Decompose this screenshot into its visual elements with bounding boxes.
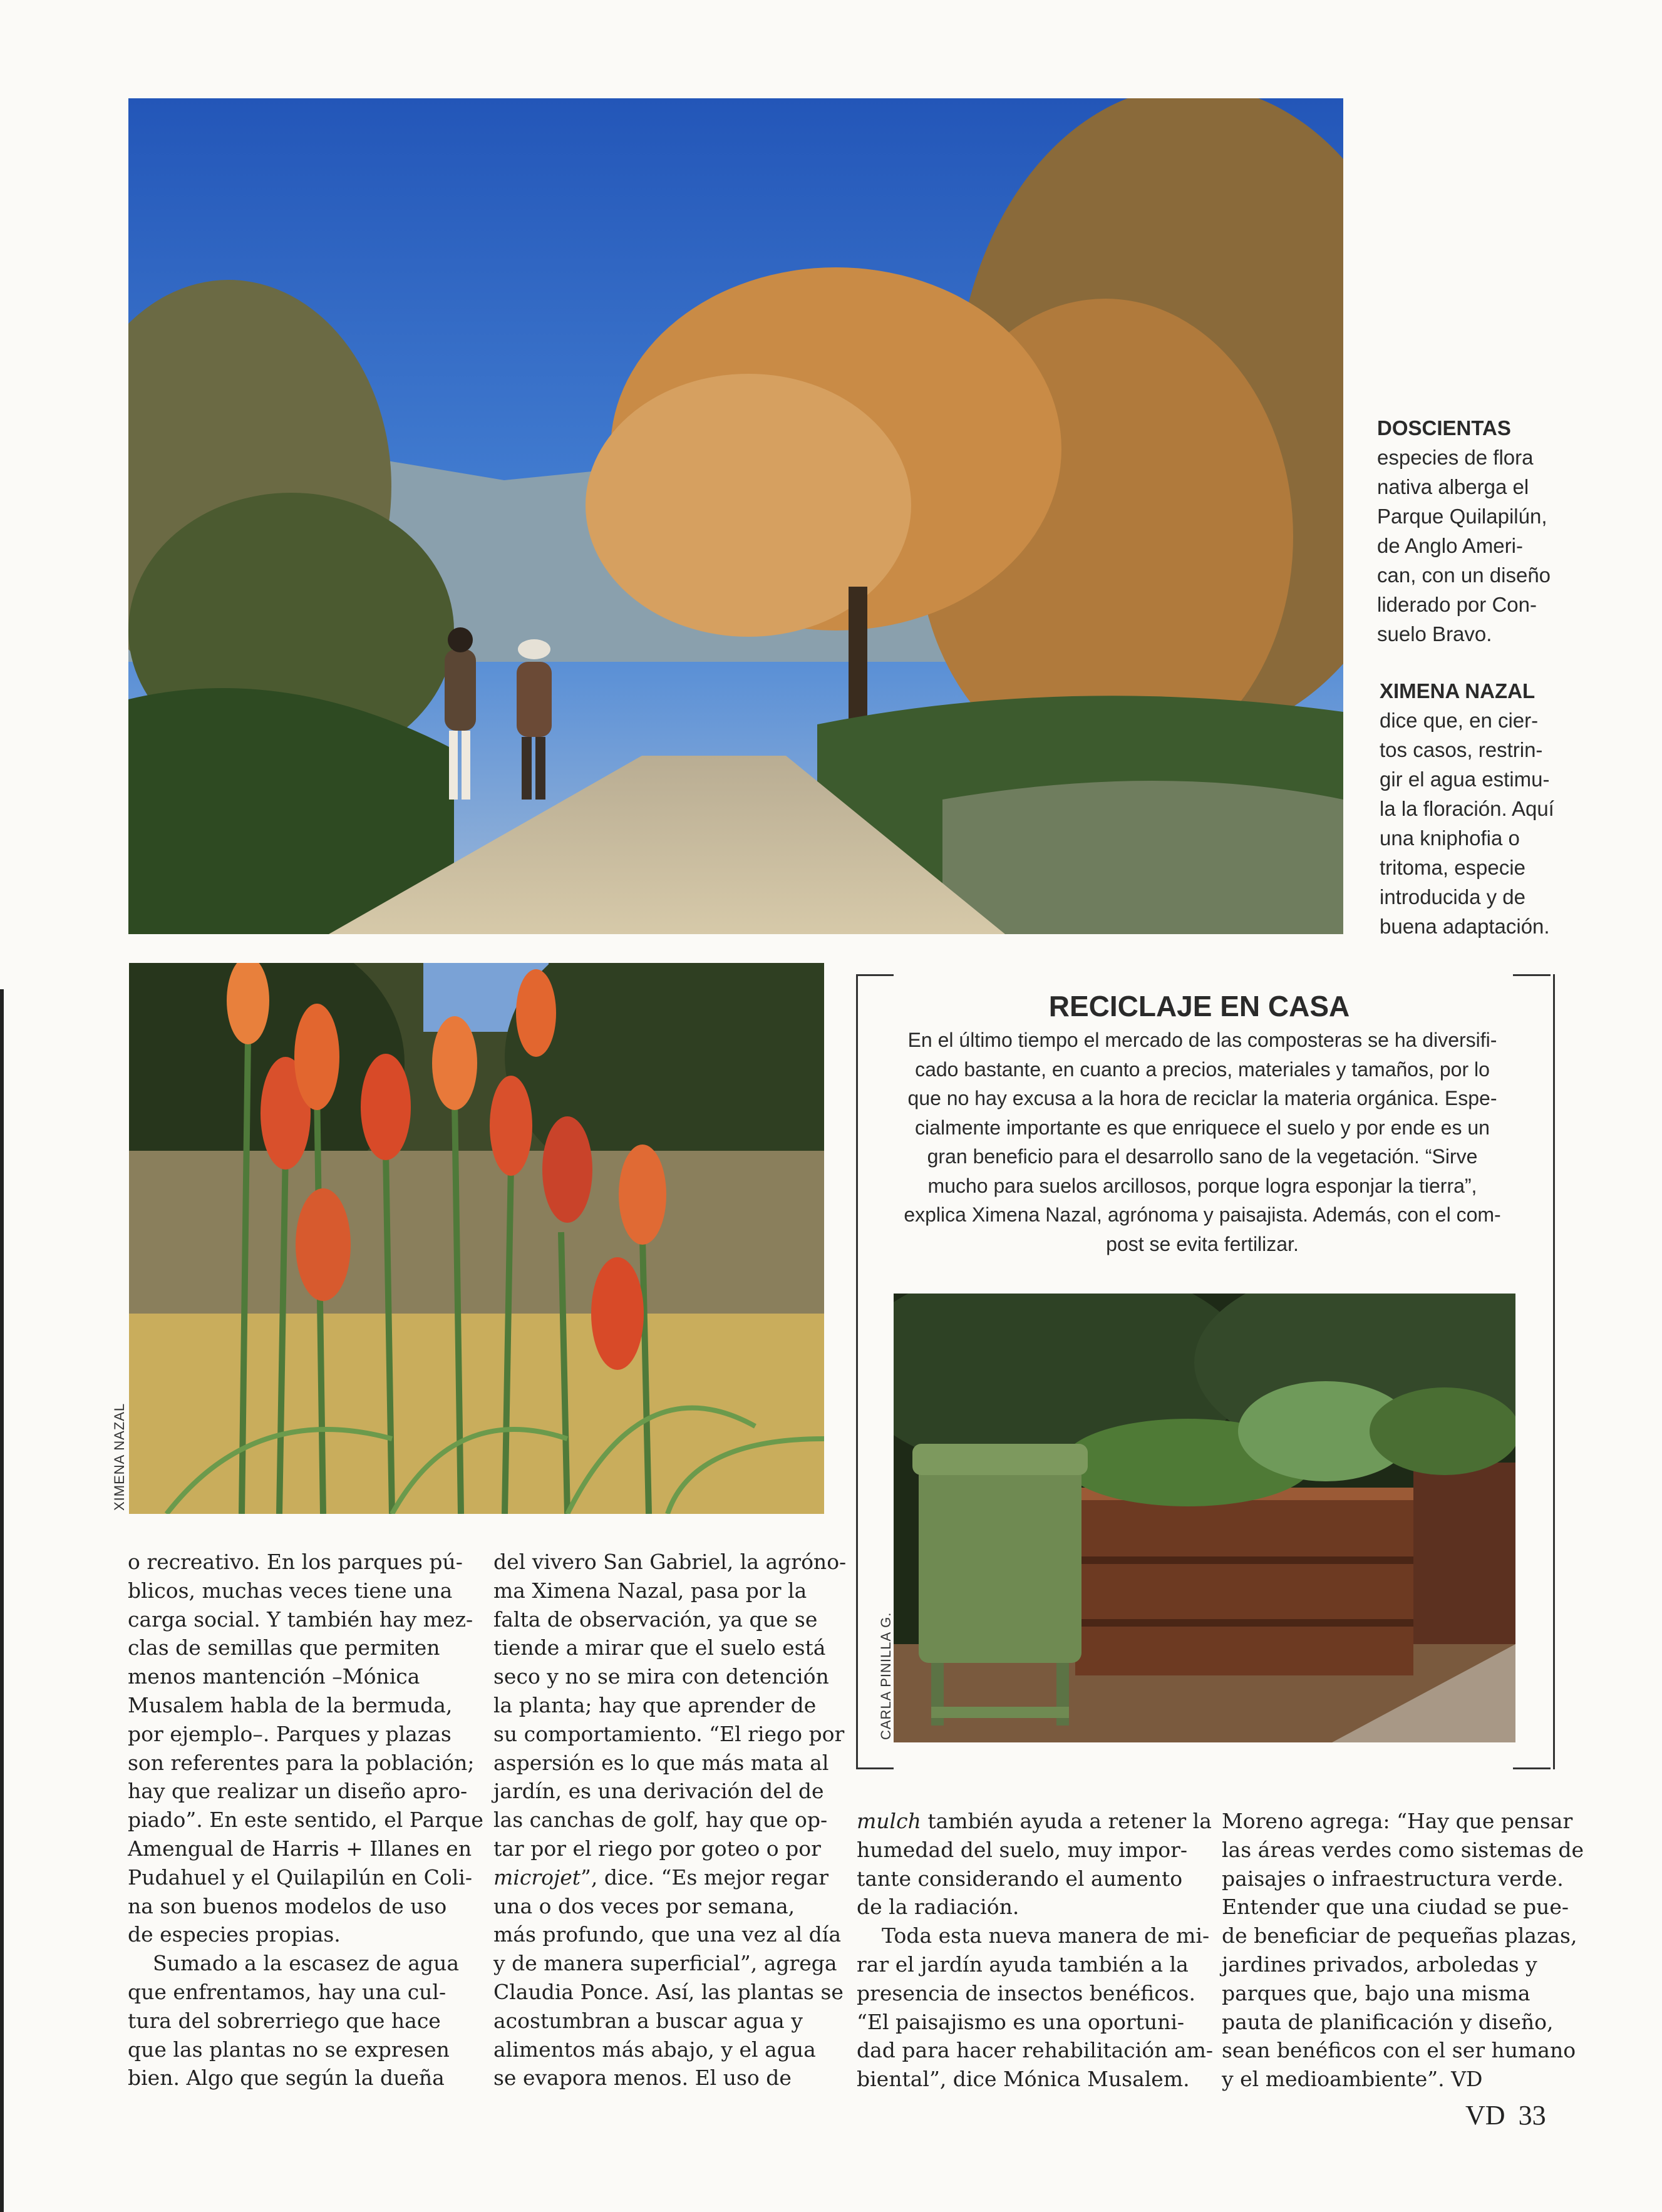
text-line: “El paisajismo es una oportuni- xyxy=(857,2009,1185,2034)
caption-doscientas xyxy=(1377,413,1584,649)
text-fragment: ”, dice. “Es mejor regar xyxy=(581,1865,828,1890)
text-line: seco y no se mira con detención xyxy=(493,1664,829,1689)
text-line: pauta de planificación y diseño, xyxy=(1222,2009,1554,2034)
sidebar-frame-tick xyxy=(856,1767,894,1769)
text-line: de la radiación. xyxy=(857,1895,1019,1920)
text-line: Amengual de Harris + Illanes en xyxy=(128,1836,472,1861)
text-line: una o dos veces por semana, xyxy=(493,1893,795,1918)
text-line: tante considerando el aumento xyxy=(857,1866,1183,1891)
body-column-3 xyxy=(857,1807,1214,2094)
compost-bins-photo xyxy=(894,1294,1515,1742)
italic-term: mulch xyxy=(857,1809,921,1833)
caption-text: dice que, en cier- tos casos, restrin- gir el agua estimu- la la floración. Aquí una kniphofia o tritoma, especie introducida y de buena adaptación. xyxy=(1380,709,1554,938)
text-line: su comportamiento. “El riego por xyxy=(493,1721,845,1746)
text-line: aspersión es lo que más mata al xyxy=(493,1750,829,1775)
caption-text: especies de flora nativa alberga el Parque Quilapilún, de Anglo Ameri- can, con un diseño liderado por Con- suelo Bravo. xyxy=(1377,446,1551,646)
text-line: Toda esta nueva manera de mi- xyxy=(882,1923,1210,1948)
text-line: ma Ximena Nazal, pasa por la xyxy=(493,1578,807,1603)
body-column-4 xyxy=(1222,1807,1584,2094)
text-line: las canchas de golf, hay que op- xyxy=(493,1808,828,1833)
scan-edge-left xyxy=(0,989,4,2212)
text-line: jardín, es una derivación del de xyxy=(493,1779,824,1804)
text-line: falta de observación, ya que se xyxy=(493,1607,818,1632)
text-line: tar por el riego por goteo o por xyxy=(493,1836,821,1861)
text-line: tiende a mirar que el suelo está xyxy=(493,1635,826,1660)
text-line: humedad del suelo, muy impor- xyxy=(857,1837,1187,1862)
text-line: biental”, dice Mónica Musalem. xyxy=(857,2067,1190,2092)
text-line: Pudahuel y el Quilapilún en Coli- xyxy=(128,1865,473,1890)
sidebar-title: RECICLAJE EN CASA xyxy=(1048,990,1350,1022)
magazine-initials: VD xyxy=(1465,2100,1505,2131)
caption-lead: DOSCIENTAS xyxy=(1377,416,1511,440)
photo-credit-compost: CARLA PINILLA G. xyxy=(878,1612,894,1740)
text-fragment: también ayuda a retener la xyxy=(921,1809,1212,1833)
text-line: hay que realizar un diseño apro- xyxy=(128,1779,468,1804)
text-line: Musalem habla de la bermuda, xyxy=(128,1692,453,1717)
text-line: las áreas verdes como sistemas de xyxy=(1222,1837,1584,1862)
sidebar-body: En el último tiempo el mercado de las composteras se ha diversifi- cado bastante, en cuanto a precios, materiales y tamaños, por lo que no hay excusa a la hora de reciclar la materia orgánica. Espe- cialmente importante es que enriquece el suelo y por ende es un gran beneficio para el desarrollo sano de la vegetación. “Sirve mucho para suelos arcillosos, porque logra esponjar la tierra”, explica Ximena Nazal, agrónoma y paisajista. Además, con el com- post se evita fertilizar. xyxy=(904,1029,1501,1255)
park-path-photo xyxy=(128,98,1343,934)
text-line: o recreativo. En los parques pú- xyxy=(128,1550,463,1574)
text-line: y de manera superficial”, agrega xyxy=(493,1951,837,1976)
text-line: que enfrentamos, hay una cul- xyxy=(128,1979,446,2004)
text-line: parques que, bajo una misma xyxy=(1222,1980,1530,2005)
text-line: alimentos más abajo, y el agua xyxy=(493,2037,816,2062)
text-line: que las plantas no se expresen xyxy=(128,2037,450,2062)
sidebar-frame-tick xyxy=(856,974,894,976)
text-line: son referentes para la población; xyxy=(128,1750,475,1775)
photo-credit-flowers: XIMENA NAZAL xyxy=(111,1402,127,1511)
text-line: Entender que una ciudad se pue- xyxy=(1222,1895,1569,1920)
caption-lead: XIMENA NAZAL xyxy=(1380,679,1536,702)
body-column-2 xyxy=(493,1548,847,2092)
text-line: na son buenos modelos de uso xyxy=(128,1893,447,1918)
text-line: carga social. Y también hay mez- xyxy=(128,1607,473,1632)
text-line: piado”. En este sentido, el Parque xyxy=(128,1808,483,1833)
italic-term: microjet xyxy=(493,1865,581,1890)
text-line: rar el jardín ayuda también a la xyxy=(857,1952,1189,1977)
page-number: 33 xyxy=(1518,2100,1546,2131)
page-folio xyxy=(1465,2099,1546,2131)
text-line: Moreno agrega: “Hay que pensar xyxy=(1222,1809,1573,1833)
text-line: bien. Algo que según la dueña xyxy=(128,2065,445,2091)
text-line: presencia de insectos benéficos. xyxy=(857,1980,1196,2005)
text-line: la planta; hay que aprender de xyxy=(493,1692,817,1717)
text-line: tura del sobrerriego que hace xyxy=(128,2008,441,2033)
sidebar-frame-tick xyxy=(1513,1767,1551,1769)
text-line: Claudia Ponce. Así, las plantas se xyxy=(493,1979,844,2004)
text-line: de beneficiar de pequeñas plazas, xyxy=(1222,1923,1577,1948)
text-line: por ejemplo–. Parques y plazas xyxy=(128,1721,452,1746)
text-line xyxy=(493,1863,835,1892)
kniphofia-photo xyxy=(129,963,824,1514)
caption-ximena-nazal xyxy=(1380,676,1592,941)
text-line xyxy=(857,1807,1212,1836)
text-line: y el medioambiente”. VD xyxy=(1222,2067,1483,2092)
text-line: paisajes o infraestructura verde. xyxy=(1222,1866,1564,1891)
text-line: jardines privados, arboledas y xyxy=(1222,1952,1537,1977)
text-line: menos mantención –Mónica xyxy=(128,1664,420,1689)
text-line: del vivero San Gabriel, la agróno- xyxy=(493,1550,847,1574)
text-line: acostumbran a buscar agua y xyxy=(493,2008,803,2033)
text-line: se evapora menos. El uso de xyxy=(493,2065,792,2091)
text-line: sean benéficos con el ser humano xyxy=(1222,2038,1576,2063)
sidebar-frame-tick xyxy=(1513,974,1551,976)
text-line: más profundo, que una vez al día xyxy=(493,1922,842,1947)
text-line: Sumado a la escasez de agua xyxy=(153,1951,460,1976)
text-line: clas de semillas que permiten xyxy=(128,1635,440,1660)
text-line: dad para hacer rehabilitación am- xyxy=(857,2038,1214,2063)
body-column-1 xyxy=(128,1548,483,2092)
text-line: de especies propias. xyxy=(128,1922,341,1947)
text-line: blicos, muchas veces tiene una xyxy=(128,1578,453,1603)
